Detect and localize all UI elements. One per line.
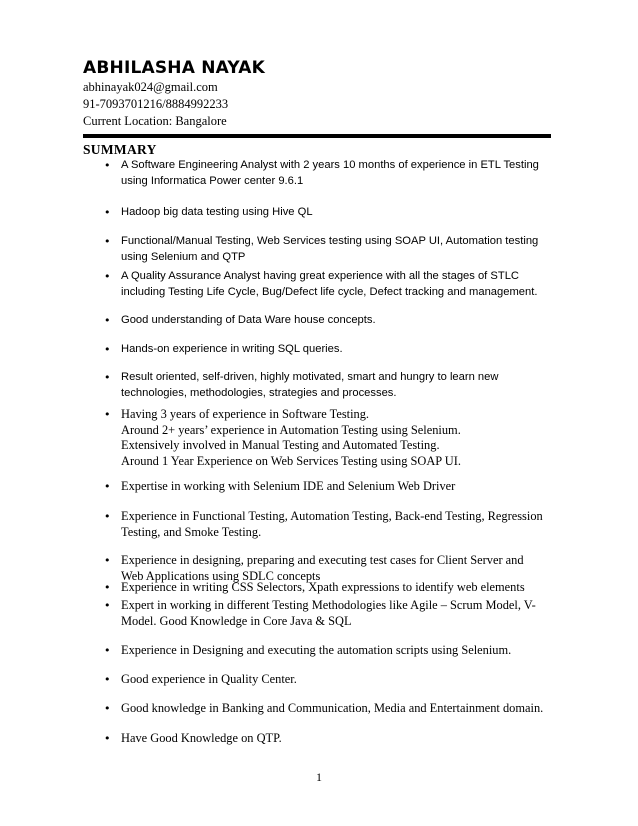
summary-item-line: Experience in Functional Testing, Automation Testing, Back-end Testing, Regression [121,509,543,523]
summary-item-line: using Selenium and QTP [121,250,246,263]
summary-item-line: Experience in Designing and executing the automation scripts using Selenium. [121,643,512,657]
bullet-icon: • [104,371,111,384]
summary-item-line: Web Applications using SDLC concepts [121,568,321,583]
summary-item-line: Good knowledge in Banking and Communication, Media and Entertainment domain. [121,701,544,715]
summary-item-line: Testing, and Smoke Testing. [121,524,262,539]
bullet-icon: • [104,732,111,745]
summary-item-line: Experience in writing CSS Selectors, Xpath expressions to identify web elements [121,580,525,594]
bullet-icon: • [104,480,111,493]
summary-item-line: Around 2+ years’ experience in Automation Testing using Selenium. [121,422,461,437]
summary-item-line: Experience in designing, preparing and executing test cases for Client Server and [121,553,524,567]
summary-item-line: Expert in working in different Testing Methodologies like Agile – Scrum Model, V- [121,598,536,612]
header-divider [83,134,551,138]
email-address: abhinayak024@gmail.com [83,80,218,94]
summary-item-line: Model. Good Knowledge in Core Java & SQL [121,613,352,628]
summary-item-line: Result oriented, self-driven, highly motivated, smart and hungry to learn new [121,371,499,383]
summary-item-line: Good experience in Quality Center. [121,672,297,686]
summary-item-line: technologies, methodologies, strategies and processes. [121,386,397,399]
current-location: Current Location: Bangalore [83,114,227,128]
summary-item-line: Hands-on experience in writing SQL queries. [121,343,343,355]
bullet-icon: • [104,206,111,219]
summary-item-line: Have Good Knowledge on QTP. [121,731,282,745]
bullet-icon: • [104,702,111,715]
summary-item-line: A Software Engineering Analyst with 2 years 10 months of experience in ETL Testing [121,159,539,171]
summary-item-line: Extensively involved in Manual Testing and Automated Testing. [121,438,440,452]
bullet-icon: • [104,510,111,523]
summary-item-line: including Testing Life Cycle, Bug/Defect life cycle, Defect tracking and management. [121,285,538,298]
page-number: 1 [316,770,322,784]
bullet-icon: • [104,314,111,327]
bullet-icon: • [104,599,111,612]
summary-item-line: Good understanding of Data Ware house concepts. [121,314,376,326]
bullet-icon: • [104,554,111,567]
bullet-icon: • [104,235,111,248]
phone-number: 91-7093701216/8884992233 [83,97,229,111]
bullet-icon: • [104,581,111,594]
summary-item-line: using Informatica Power center 9.6.1 [121,174,304,187]
summary-item-line: Hadoop big data testing using Hive QL [121,206,313,218]
bullet-icon: • [104,270,111,283]
summary-item-line: A Quality Assurance Analyst having great experience with all the stages of STLC [121,270,519,282]
candidate-name: ABHILASHA NAYAK [83,58,265,78]
summary-item-line: Expertise in working with Selenium IDE and Selenium Web Driver [121,479,456,493]
bullet-icon: • [104,408,111,421]
summary-item-line: Having 3 years of experience in Software Testing. [121,407,370,421]
summary-heading: SUMMARY [83,142,157,157]
bullet-icon: • [104,644,111,657]
summary-item-line: Around 1 Year Experience on Web Services Testing using SOAP UI. [121,453,461,468]
bullet-icon: • [104,343,111,356]
bullet-icon: • [104,159,111,172]
bullet-icon: • [104,673,111,686]
summary-item-line: Functional/Manual Testing, Web Services testing using SOAP UI, Automation testing [121,235,539,247]
